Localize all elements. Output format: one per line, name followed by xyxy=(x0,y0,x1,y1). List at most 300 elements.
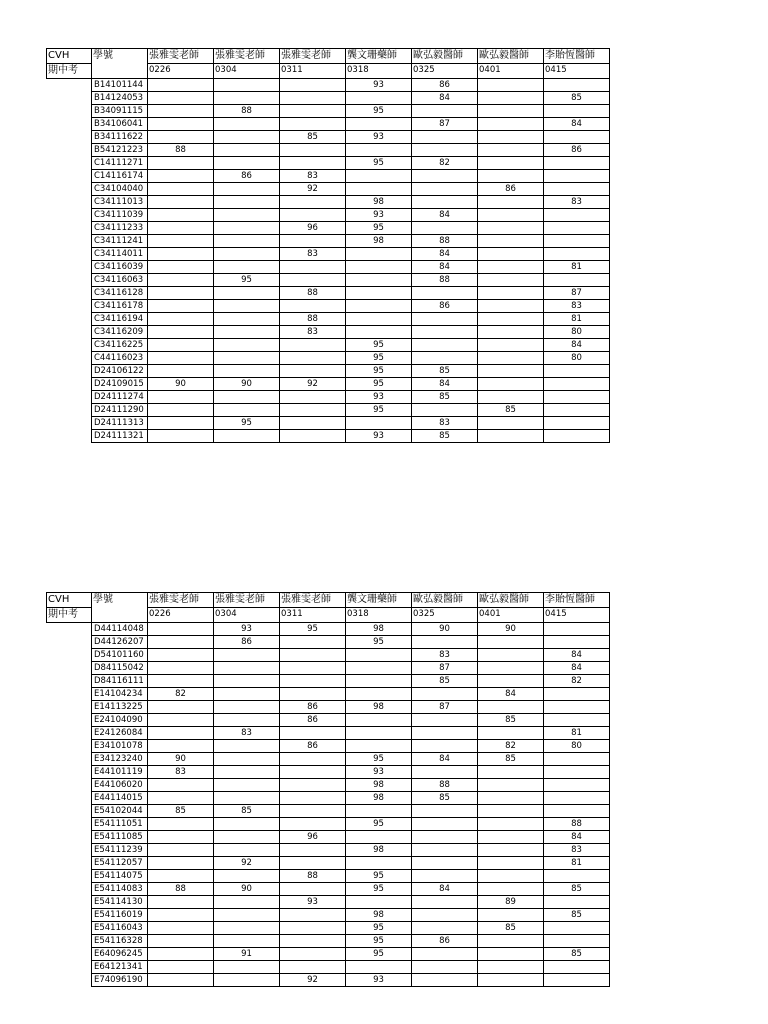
table-row xyxy=(47,274,610,287)
table-row xyxy=(47,623,610,636)
student-id-cell: E54102044 xyxy=(92,805,148,818)
score-cell xyxy=(544,922,610,935)
score-cell: 90 xyxy=(214,378,280,391)
score-cell: 81 xyxy=(544,857,610,870)
score-cell xyxy=(478,935,544,948)
score-cell xyxy=(280,818,346,831)
score-cell: 87 xyxy=(544,287,610,300)
score-cell xyxy=(412,352,478,365)
score-cell: 85 xyxy=(478,922,544,935)
score-cell xyxy=(478,235,544,248)
row-spacer xyxy=(47,779,92,792)
score-cell xyxy=(478,274,544,287)
score-cell xyxy=(412,974,478,987)
lecturer-header: 歐弘毅醫師 xyxy=(412,593,478,608)
score-cell: 95 xyxy=(346,339,412,352)
score-cell xyxy=(412,326,478,339)
table-row xyxy=(47,883,610,896)
student-id-cell: C34116178 xyxy=(92,300,148,313)
score-cell xyxy=(148,209,214,222)
score-cell xyxy=(478,883,544,896)
row-spacer xyxy=(47,766,92,779)
score-cell: 81 xyxy=(544,313,610,326)
student-id-cell: D44126207 xyxy=(92,636,148,649)
score-cell xyxy=(478,417,544,430)
score-cell: 95 xyxy=(346,636,412,649)
row-spacer xyxy=(47,831,92,844)
score-cell xyxy=(214,779,280,792)
score-cell: 98 xyxy=(346,844,412,857)
student-id-cell: E54111051 xyxy=(92,818,148,831)
score-cell xyxy=(148,870,214,883)
score-cell xyxy=(478,79,544,92)
score-cell xyxy=(544,974,610,987)
score-cell xyxy=(412,870,478,883)
score-cell: 82 xyxy=(544,675,610,688)
table-row xyxy=(47,779,610,792)
score-cell xyxy=(214,157,280,170)
score-cell: 84 xyxy=(412,378,478,391)
student-id-cell: E54116019 xyxy=(92,909,148,922)
student-id-cell: B34111622 xyxy=(92,131,148,144)
score-cell: 98 xyxy=(346,235,412,248)
score-cell xyxy=(478,909,544,922)
score-cell xyxy=(478,779,544,792)
score-cell: 83 xyxy=(280,248,346,261)
score-cell xyxy=(214,688,280,701)
score-cell xyxy=(346,183,412,196)
score-cell: 88 xyxy=(544,818,610,831)
student-id-cell: E54114130 xyxy=(92,896,148,909)
score-cell xyxy=(478,430,544,443)
score-sheet-2 xyxy=(46,592,610,987)
sheet-label: CVH xyxy=(47,49,92,64)
score-cell xyxy=(148,714,214,727)
student-id-cell: B14101144 xyxy=(92,79,148,92)
score-cell: 84 xyxy=(412,261,478,274)
score-cell: 95 xyxy=(280,623,346,636)
score-cell: 85 xyxy=(280,131,346,144)
score-cell xyxy=(280,948,346,961)
student-id-cell: D24111290 xyxy=(92,404,148,417)
score-cell: 80 xyxy=(544,326,610,339)
score-cell xyxy=(148,430,214,443)
score-cell xyxy=(280,92,346,105)
score-cell xyxy=(280,675,346,688)
score-cell xyxy=(478,313,544,326)
table-row xyxy=(47,183,610,196)
score-cell xyxy=(346,248,412,261)
row-spacer xyxy=(47,805,92,818)
table-row xyxy=(47,404,610,417)
score-cell: 95 xyxy=(346,870,412,883)
table-row xyxy=(47,688,610,701)
student-id-cell: C34116063 xyxy=(92,274,148,287)
score-cell xyxy=(478,92,544,105)
row-spacer xyxy=(47,196,92,209)
student-id-cell: C34116209 xyxy=(92,326,148,339)
student-id-cell: B34106041 xyxy=(92,118,148,131)
score-cell xyxy=(478,261,544,274)
date-header: 0226 xyxy=(148,608,214,623)
score-cell xyxy=(412,909,478,922)
row-spacer xyxy=(47,352,92,365)
score-cell: 87 xyxy=(412,118,478,131)
student-id-cell: C34116194 xyxy=(92,313,148,326)
score-cell xyxy=(148,274,214,287)
row-spacer xyxy=(47,740,92,753)
score-cell xyxy=(478,131,544,144)
student-id-cell: C34111013 xyxy=(92,196,148,209)
score-cell: 85 xyxy=(544,883,610,896)
row-spacer xyxy=(47,961,92,974)
score-cell xyxy=(280,118,346,131)
score-cell xyxy=(478,805,544,818)
score-cell: 83 xyxy=(544,196,610,209)
score-cell: 87 xyxy=(412,701,478,714)
score-cell xyxy=(214,909,280,922)
table-row xyxy=(47,339,610,352)
lecturer-header: 張雅雯老師 xyxy=(214,593,280,608)
score-cell xyxy=(214,144,280,157)
score-cell xyxy=(346,727,412,740)
score-cell: 90 xyxy=(478,623,544,636)
score-cell xyxy=(478,378,544,391)
score-cell xyxy=(544,79,610,92)
table-row xyxy=(47,430,610,443)
student-id-cell: E64121341 xyxy=(92,961,148,974)
lecturer-header: 歐弘毅醫師 xyxy=(478,49,544,64)
score-cell xyxy=(346,688,412,701)
score-cell xyxy=(478,248,544,261)
row-spacer xyxy=(47,948,92,961)
score-cell: 85 xyxy=(148,805,214,818)
table-row xyxy=(47,131,610,144)
score-cell: 95 xyxy=(346,935,412,948)
score-cell: 86 xyxy=(280,701,346,714)
score-sheet-1 xyxy=(46,48,610,443)
score-cell xyxy=(148,352,214,365)
score-cell: 84 xyxy=(544,339,610,352)
score-cell xyxy=(544,805,610,818)
score-cell xyxy=(544,131,610,144)
score-cell xyxy=(148,727,214,740)
score-cell xyxy=(412,196,478,209)
score-cell xyxy=(214,313,280,326)
row-spacer xyxy=(47,378,92,391)
table-row xyxy=(47,727,610,740)
score-cell xyxy=(280,261,346,274)
score-cell: 92 xyxy=(280,378,346,391)
score-cell xyxy=(346,961,412,974)
row-spacer xyxy=(47,235,92,248)
score-cell xyxy=(214,714,280,727)
score-cell xyxy=(412,805,478,818)
score-cell xyxy=(148,157,214,170)
student-id-cell: D84116111 xyxy=(92,675,148,688)
row-spacer xyxy=(47,300,92,313)
table-row xyxy=(47,701,610,714)
score-cell: 82 xyxy=(478,740,544,753)
score-cell xyxy=(544,274,610,287)
score-cell xyxy=(148,636,214,649)
score-cell xyxy=(346,144,412,157)
student-id-cell: E44114015 xyxy=(92,792,148,805)
score-cell xyxy=(478,157,544,170)
score-cell xyxy=(214,365,280,378)
score-cell xyxy=(478,766,544,779)
score-cell xyxy=(544,430,610,443)
date-header: 0415 xyxy=(544,64,610,79)
score-cell xyxy=(544,779,610,792)
score-cell: 83 xyxy=(214,727,280,740)
score-cell xyxy=(214,118,280,131)
table-row xyxy=(47,857,610,870)
lecturer-header: 張雅雯老師 xyxy=(280,593,346,608)
row-spacer xyxy=(47,274,92,287)
table-row xyxy=(47,261,610,274)
score-cell xyxy=(280,935,346,948)
score-cell xyxy=(412,636,478,649)
row-spacer xyxy=(47,326,92,339)
table-row xyxy=(47,636,610,649)
row-spacer xyxy=(47,636,92,649)
score-cell: 86 xyxy=(214,636,280,649)
student-id-cell: E54111085 xyxy=(92,831,148,844)
score-cell xyxy=(280,688,346,701)
score-cell xyxy=(346,649,412,662)
score-cell xyxy=(280,636,346,649)
table-row xyxy=(47,935,610,948)
score-cell xyxy=(214,935,280,948)
score-cell xyxy=(478,391,544,404)
score-cell: 93 xyxy=(214,623,280,636)
score-cell: 85 xyxy=(412,792,478,805)
student-id-cell: E44106020 xyxy=(92,779,148,792)
score-cell: 84 xyxy=(478,688,544,701)
score-cell xyxy=(148,287,214,300)
score-cell xyxy=(148,701,214,714)
score-cell xyxy=(346,805,412,818)
score-cell xyxy=(214,248,280,261)
row-spacer xyxy=(47,688,92,701)
table-row xyxy=(47,870,610,883)
score-cell xyxy=(478,144,544,157)
score-cell xyxy=(478,326,544,339)
row-spacer xyxy=(47,857,92,870)
score-cell: 80 xyxy=(544,740,610,753)
score-cell xyxy=(478,287,544,300)
score-cell xyxy=(478,636,544,649)
score-cell xyxy=(478,857,544,870)
table-row xyxy=(47,649,610,662)
table-row xyxy=(47,753,610,766)
score-cell: 98 xyxy=(346,779,412,792)
exam-label: 期中考 xyxy=(47,608,92,623)
score-cell xyxy=(214,183,280,196)
row-spacer xyxy=(47,209,92,222)
score-cell: 98 xyxy=(346,196,412,209)
score-cell xyxy=(412,948,478,961)
score-cell xyxy=(148,896,214,909)
student-id-cell: C14111271 xyxy=(92,157,148,170)
score-cell xyxy=(412,339,478,352)
score-cell xyxy=(214,430,280,443)
score-cell xyxy=(148,857,214,870)
table-body-1 xyxy=(47,49,610,443)
student-id-cell: C34111233 xyxy=(92,222,148,235)
table-row xyxy=(47,209,610,222)
score-cell: 84 xyxy=(412,209,478,222)
score-cell xyxy=(478,818,544,831)
table-row xyxy=(47,675,610,688)
header-row xyxy=(47,593,610,608)
score-cell xyxy=(346,675,412,688)
score-cell xyxy=(280,391,346,404)
score-cell xyxy=(478,831,544,844)
date-header: 0318 xyxy=(346,608,412,623)
student-id-cell: E74096190 xyxy=(92,974,148,987)
score-cell: 85 xyxy=(478,714,544,727)
score-cell xyxy=(544,701,610,714)
score-cell xyxy=(346,261,412,274)
score-cell xyxy=(148,92,214,105)
lecturer-header: 張雅雯老師 xyxy=(280,49,346,64)
score-cell xyxy=(280,274,346,287)
score-cell xyxy=(544,753,610,766)
student-id-cell: B34091115 xyxy=(92,105,148,118)
score-cell: 90 xyxy=(412,623,478,636)
table-row xyxy=(47,365,610,378)
score-cell xyxy=(478,300,544,313)
score-cell xyxy=(346,714,412,727)
score-cell xyxy=(214,961,280,974)
score-cell xyxy=(214,753,280,766)
score-cell: 81 xyxy=(544,261,610,274)
score-cell xyxy=(412,183,478,196)
score-cell xyxy=(280,649,346,662)
score-cell xyxy=(346,170,412,183)
score-cell xyxy=(214,844,280,857)
row-spacer xyxy=(47,675,92,688)
score-cell: 83 xyxy=(412,649,478,662)
score-cell: 98 xyxy=(346,909,412,922)
student-id-cell: D24111321 xyxy=(92,430,148,443)
score-cell xyxy=(148,339,214,352)
score-cell xyxy=(346,287,412,300)
student-id-cell: E64096245 xyxy=(92,948,148,961)
score-cell: 92 xyxy=(214,857,280,870)
score-cell xyxy=(214,131,280,144)
lecturer-header: 歐弘毅醫師 xyxy=(412,49,478,64)
student-id-cell: E44101119 xyxy=(92,766,148,779)
score-cell xyxy=(346,326,412,339)
row-spacer xyxy=(47,844,92,857)
score-cell xyxy=(478,118,544,131)
score-cell xyxy=(148,922,214,935)
table-row xyxy=(47,92,610,105)
score-cell: 95 xyxy=(346,105,412,118)
score-cell xyxy=(280,779,346,792)
score-cell xyxy=(544,636,610,649)
row-spacer xyxy=(47,92,92,105)
score-cell: 93 xyxy=(346,209,412,222)
row-spacer xyxy=(47,909,92,922)
table-row xyxy=(47,896,610,909)
score-cell xyxy=(148,844,214,857)
score-cell xyxy=(280,79,346,92)
table-row xyxy=(47,352,610,365)
score-cell: 86 xyxy=(478,183,544,196)
score-cell xyxy=(148,909,214,922)
table-row xyxy=(47,714,610,727)
table-row xyxy=(47,909,610,922)
student-id-cell: C34111241 xyxy=(92,235,148,248)
score-cell xyxy=(280,857,346,870)
score-cell: 86 xyxy=(544,144,610,157)
score-cell: 86 xyxy=(280,714,346,727)
score-cell: 93 xyxy=(346,131,412,144)
score-cell xyxy=(148,79,214,92)
score-cell: 83 xyxy=(544,844,610,857)
table-row xyxy=(47,378,610,391)
score-cell xyxy=(478,222,544,235)
score-cell: 95 xyxy=(346,352,412,365)
score-cell: 85 xyxy=(412,675,478,688)
score-cell: 84 xyxy=(412,883,478,896)
student-id-cell: E54114083 xyxy=(92,883,148,896)
score-cell: 90 xyxy=(148,753,214,766)
table-row xyxy=(47,196,610,209)
table-row xyxy=(47,326,610,339)
score-cell xyxy=(280,844,346,857)
score-cell xyxy=(148,300,214,313)
score-cell: 84 xyxy=(544,649,610,662)
row-spacer xyxy=(47,883,92,896)
score-cell xyxy=(478,170,544,183)
row-spacer xyxy=(47,714,92,727)
score-cell xyxy=(346,118,412,131)
score-cell xyxy=(544,157,610,170)
score-cell: 95 xyxy=(346,404,412,417)
score-cell xyxy=(478,974,544,987)
score-cell: 85 xyxy=(544,909,610,922)
row-spacer xyxy=(47,935,92,948)
student-id-cell: C34111039 xyxy=(92,209,148,222)
score-cell xyxy=(148,961,214,974)
score-cell: 86 xyxy=(280,740,346,753)
score-cell xyxy=(148,391,214,404)
score-cell xyxy=(412,170,478,183)
score-cell: 83 xyxy=(280,326,346,339)
score-cell xyxy=(148,818,214,831)
score-cell xyxy=(478,844,544,857)
date-header: 0318 xyxy=(346,64,412,79)
score-cell xyxy=(544,896,610,909)
score-cell xyxy=(346,740,412,753)
student-id-cell: E34101078 xyxy=(92,740,148,753)
score-cell xyxy=(412,857,478,870)
score-cell xyxy=(214,675,280,688)
row-spacer xyxy=(47,313,92,326)
score-cell: 95 xyxy=(346,922,412,935)
score-cell: 84 xyxy=(544,662,610,675)
table-row xyxy=(47,974,610,987)
table-row xyxy=(47,417,610,430)
lecturer-header: 龔文珊藥師 xyxy=(346,49,412,64)
score-cell xyxy=(280,105,346,118)
date-header: 0325 xyxy=(412,608,478,623)
